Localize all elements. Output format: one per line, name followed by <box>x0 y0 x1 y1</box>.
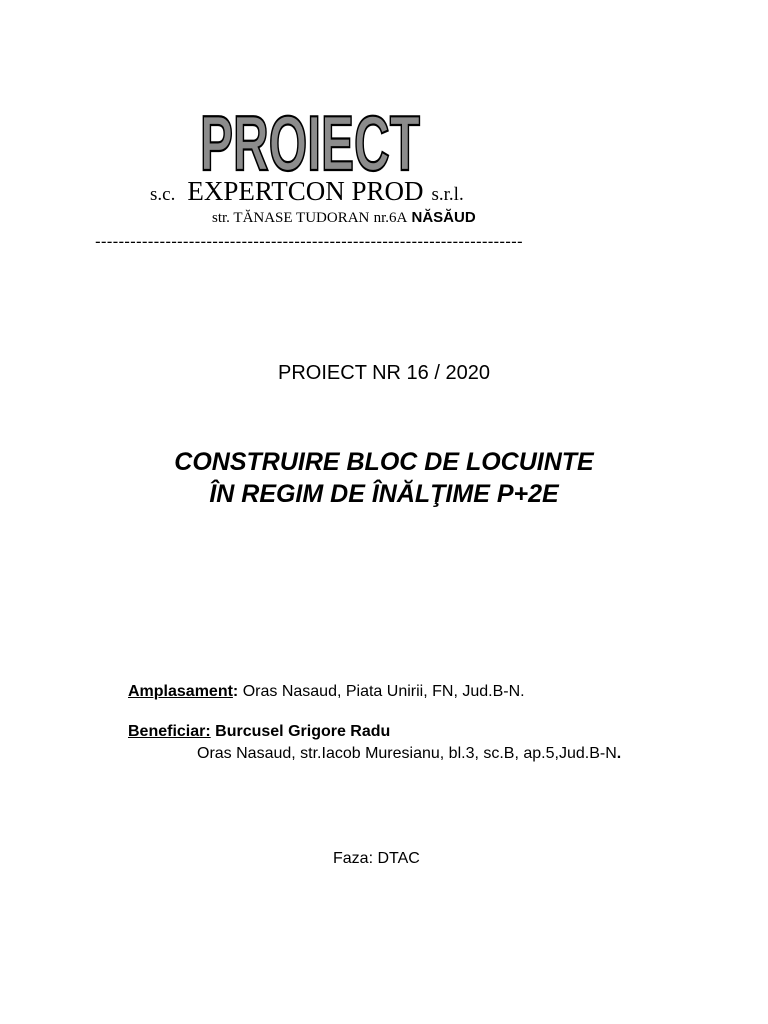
beneficiar-label: Beneficiar: <box>128 723 211 740</box>
address-number: nr.6A <box>373 210 408 226</box>
logo-text: PROIECT <box>200 104 420 176</box>
faza-value: DTAC <box>377 850 420 867</box>
amplasament-colon: : <box>232 683 239 700</box>
company-name: EXPERTCON PROD <box>187 176 424 206</box>
amplasament-label: Amplasament <box>128 683 233 700</box>
beneficiar-address-text: Oras Nasaud, str.Iacob Muresianu, bl.3, sc.B, ap.5,Jud.B-N <box>197 745 617 762</box>
company-suffix: s.r.l. <box>431 184 464 205</box>
project-title-line2: ÎN REGIM DE ÎNĂLŢIME P+2E <box>209 480 559 508</box>
beneficiar-address-end: . <box>616 745 622 762</box>
amplasament-row <box>128 683 525 701</box>
beneficiar-name: Burcusel Grigore Radu <box>215 723 391 740</box>
proiect-logo <box>198 104 422 176</box>
beneficiar-row <box>128 723 390 741</box>
company-prefix: s.c. <box>150 184 176 205</box>
amplasament-value: Oras Nasaud, Piata Unirii, FN, Jud.B-N. <box>242 683 525 700</box>
company-address <box>212 209 476 227</box>
beneficiar-address <box>197 745 621 763</box>
project-title-line1: CONSTRUIRE BLOC DE LOCUINTE <box>174 448 594 476</box>
address-city: NĂSĂUD <box>411 209 476 226</box>
address-street: str. TĂNASE TUDORAN <box>212 210 370 226</box>
faza-label: Faza: <box>333 850 374 867</box>
project-number: PROIECT NR 16 / 2020 <box>278 362 490 384</box>
faza-row <box>333 850 420 868</box>
separator-line: ------------------------------------------------------------------------- <box>95 232 523 251</box>
company-line <box>150 176 464 207</box>
